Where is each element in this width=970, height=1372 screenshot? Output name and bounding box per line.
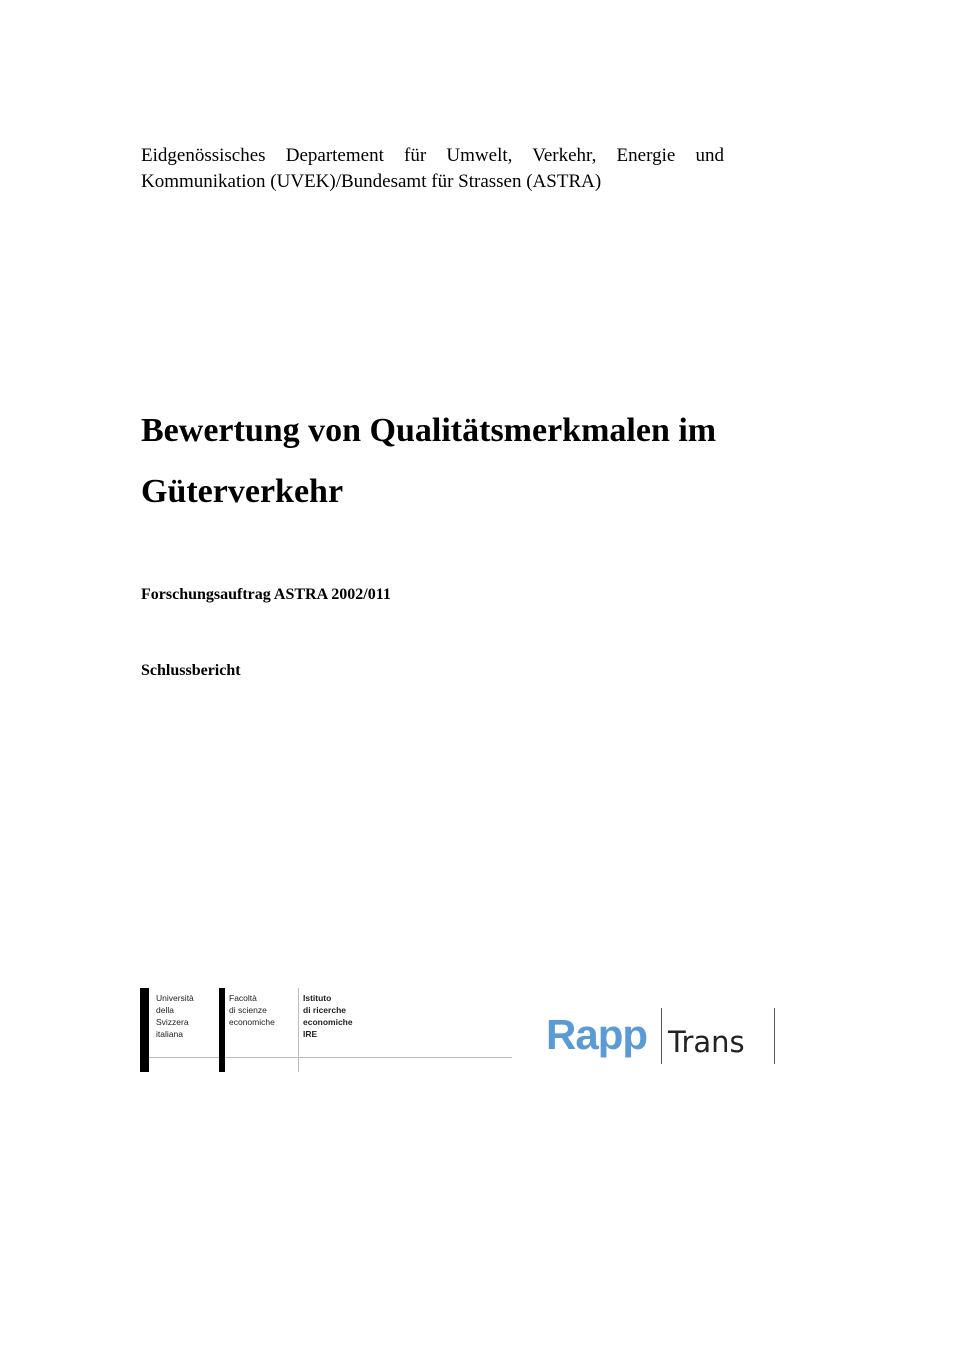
rapp-logo-end-separator: [774, 1008, 775, 1064]
research-contract: Forschungsauftrag ASTRA 2002/011: [141, 586, 391, 603]
usi-university-line: Svizzera: [156, 1017, 189, 1027]
usi-institute-name: [303, 992, 353, 1040]
usi-university-line: della: [156, 1005, 174, 1015]
rapp-logo-separator: [661, 1008, 662, 1064]
title-line-1: Bewertung von Qualitätsmerkmalen im: [141, 412, 717, 449]
usi-faculty-line: Facoltà: [229, 993, 257, 1003]
rapp-logo-word: Rapp: [546, 1011, 647, 1058]
usi-logo-divider: [298, 988, 299, 1072]
trans-logo-word: Trans: [668, 1025, 745, 1059]
usi-faculty-line: di scienze: [229, 1005, 267, 1015]
usi-university-name: [156, 992, 194, 1040]
report-type: Schlussbericht: [141, 662, 241, 679]
usi-university-line: Università: [156, 993, 194, 1003]
usi-faculty-line: economiche: [229, 1017, 275, 1027]
usi-institute-line: economiche: [303, 1017, 353, 1027]
usi-logo-bar-2: [219, 988, 225, 1072]
usi-logo-rule: [149, 1057, 512, 1058]
rapp-trans-logo: [546, 1008, 776, 1064]
usi-institute-line: IRE: [303, 1029, 318, 1039]
usi-institute-line: di ricerche: [303, 1005, 346, 1015]
usi-ire-logo: [140, 988, 512, 1072]
usi-logo-bar-1: [140, 988, 149, 1072]
usi-institute-line: Istituto: [303, 993, 332, 1003]
document-title: [141, 400, 841, 522]
usi-university-line: italiana: [156, 1029, 183, 1039]
title-line-2: Güterverkehr: [141, 473, 344, 510]
issuing-authority: Eidgenössisches Departement für Umwelt, Verkehr, Energie und Kommunikation (UVEK)/Bundesamt für Strassen (ASTRA): [141, 145, 724, 192]
usi-faculty-name: [229, 992, 275, 1028]
